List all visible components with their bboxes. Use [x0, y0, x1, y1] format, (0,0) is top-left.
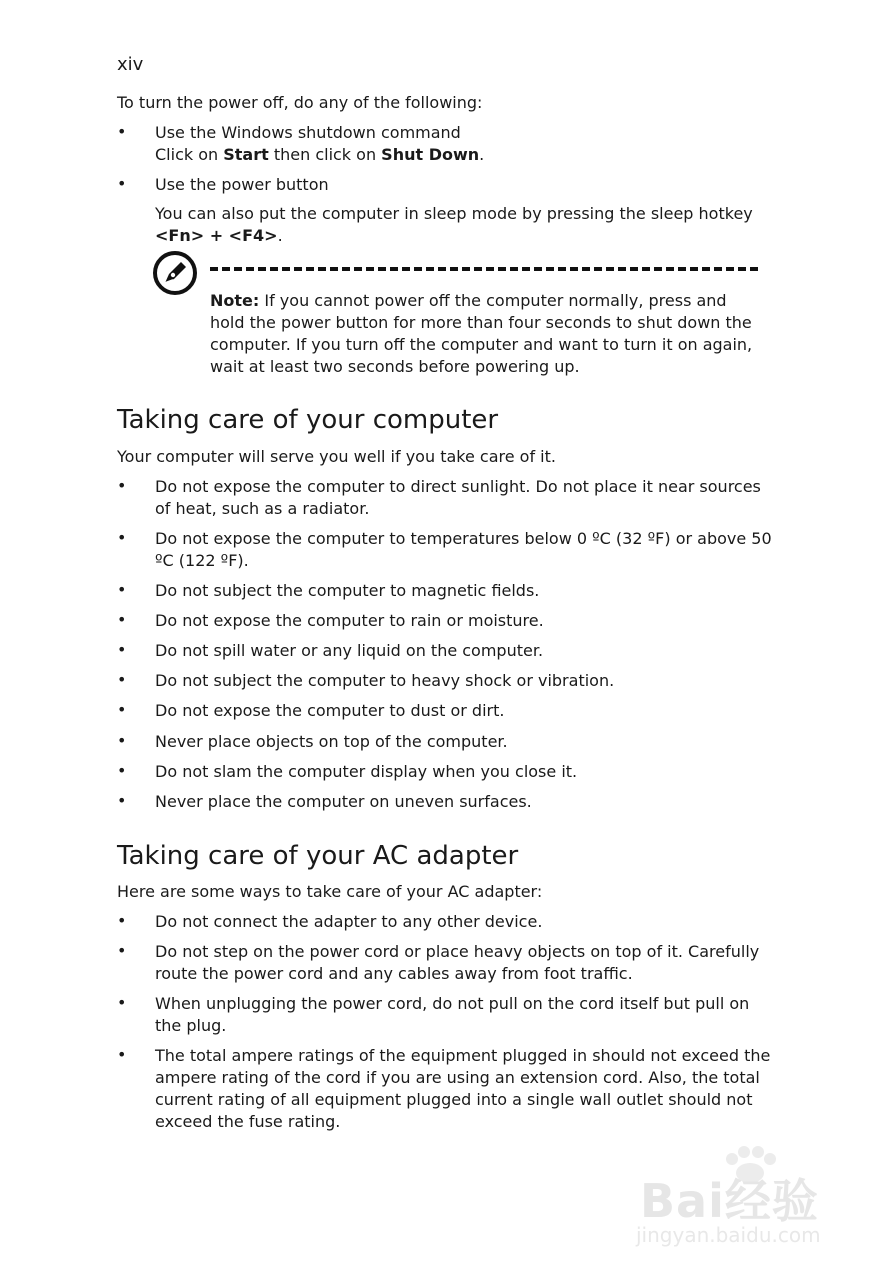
start-label: Start [223, 145, 269, 164]
shutdown-label: Shut Down [381, 145, 480, 164]
bullet-marker: • [117, 580, 127, 599]
bullet-marker: • [117, 911, 127, 930]
bullet-marker: • [117, 941, 127, 960]
bullet-shutdown-command: Use the Windows shutdown command Click on Start then click on Shut Down. [155, 123, 485, 164]
note-box [210, 290, 760, 378]
bullet-title: Use the Windows shutdown command [155, 123, 461, 142]
bullet-marker: • [117, 640, 127, 659]
bullet-marker: • [117, 700, 127, 719]
bullet-marker: • [117, 993, 127, 1012]
list-item: When unplugging the power cord, do not pull on the cord itself but pull on the plug. [155, 994, 750, 1035]
list-item: Do not expose the computer to dust or dirt. [155, 701, 505, 720]
list-item: Do not spill water or any liquid on the computer. [155, 641, 544, 660]
list-item: Do not step on the power cord or place heavy objects on top of it. Carefully route the power cord and any cables away from foot traffic. [155, 942, 760, 983]
computer-care-heading: Taking care of your computer [117, 405, 499, 435]
list-item: Do not expose the computer to rain or moisture. [155, 611, 544, 630]
bullet-marker: • [117, 731, 127, 750]
note-label: Note: [210, 291, 260, 310]
power-off-intro: To turn the power off, do any of the following: [117, 93, 483, 112]
watermark-brand: Bai经验 [640, 1174, 819, 1228]
note-divider [210, 267, 758, 271]
sleep-mode-text: You can also put the computer in sleep mode by pressing the sleep hotkey <Fn> + <F4>. [155, 204, 753, 245]
list-item: Do not subject the computer to heavy shock or vibration. [155, 671, 615, 690]
bullet-marker: • [117, 122, 127, 141]
note-text: If you cannot power off the computer normally, press and hold the power button for more than four seconds to shut down the computer. If you turn off the computer and want to turn it on again, wait at least two seconds before powering up. [210, 291, 753, 376]
bullet-marker: • [117, 791, 127, 810]
list-item: Do not subject the computer to magnetic fields. [155, 581, 540, 600]
list-item: Never place the computer on uneven surfaces. [155, 792, 532, 811]
bullet-marker: • [117, 761, 127, 780]
adapter-care-intro: Here are some ways to take care of your AC adapter: [117, 882, 543, 901]
bullet-marker: • [117, 174, 127, 193]
sleep-hotkey: <Fn> + <F4> [155, 226, 278, 245]
bullet-marker: • [117, 528, 127, 547]
list-item: The total ampere ratings of the equipment plugged in should not exceed the ampere rating of the cord if you are using an extension cord. Also, the total current rating of all equipment plugged into a single wall outlet should not exceed the fuse rating. [155, 1046, 771, 1131]
watermark-url: jingyan.baidu.com [636, 1223, 821, 1247]
bullet-marker: • [117, 610, 127, 629]
bullet-marker: • [117, 1045, 127, 1064]
list-item: Never place objects on top of the computer. [155, 732, 508, 751]
baidu-watermark [630, 1145, 860, 1255]
bullet-marker: • [117, 476, 127, 495]
list-item: Do not connect the adapter to any other device. [155, 912, 543, 931]
list-item: Do not slam the computer display when you close it. [155, 762, 578, 781]
bullet-marker: • [117, 670, 127, 689]
list-item: Do not expose the computer to temperatures below 0 ºC (32 ºF) or above 50 ºC (122 ºF). [155, 529, 772, 570]
note-pen-icon [152, 250, 198, 296]
page-number: xiv [117, 54, 144, 75]
list-item: Do not expose the computer to direct sunlight. Do not place it near sources of heat, such as a radiator. [155, 477, 761, 518]
adapter-care-heading: Taking care of your AC adapter [117, 841, 519, 871]
bullet-power-button: Use the power button [155, 175, 329, 194]
computer-care-intro: Your computer will serve you well if you take care of it. [117, 447, 556, 466]
